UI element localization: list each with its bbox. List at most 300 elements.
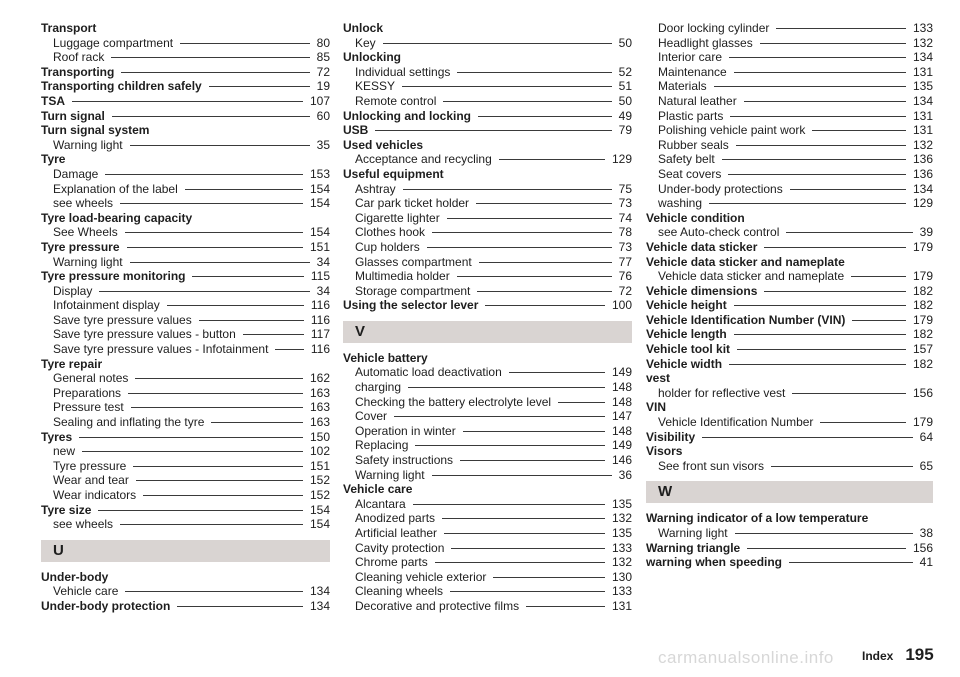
index-subentry (343, 526, 632, 541)
entry-page-number: 154 (309, 181, 330, 196)
index-subentry (646, 269, 933, 284)
index-subentry (343, 424, 632, 439)
index-subentry (41, 517, 330, 532)
entry-term: Artificial leather (355, 526, 438, 540)
leader-line (211, 422, 303, 423)
leader-line (734, 334, 906, 335)
entry-term: Transporting children safely (41, 79, 202, 94)
index-subentry (41, 327, 330, 342)
index-subentry (41, 167, 330, 182)
entry-term: Used vehicles (343, 137, 424, 152)
leader-line (764, 247, 906, 248)
leader-line (499, 159, 605, 160)
leader-line (383, 43, 612, 44)
leader-line (130, 262, 310, 263)
entry-page-number: 79 (618, 123, 632, 138)
index-entry (646, 313, 933, 328)
leader-line (167, 305, 304, 306)
entry-term: Storage compartment (355, 283, 471, 298)
leader-line (493, 577, 605, 578)
index-subentry (646, 79, 933, 94)
leader-line (402, 86, 612, 87)
entry-page-number: 41 (919, 555, 933, 570)
index-subentry (646, 152, 933, 167)
entry-term: Infotainment display (53, 298, 160, 313)
entry-page-number: 74 (618, 210, 632, 225)
entry-term: Vehicle Identification Number (658, 415, 814, 430)
entry-page-number: 131 (912, 64, 933, 79)
leader-line (526, 606, 605, 607)
leader-line (479, 262, 612, 263)
index-subentry (343, 284, 632, 299)
entry-term: Rubber seals (658, 137, 729, 152)
entry-page-number: 156 (912, 385, 933, 400)
entry-page-number: 117 (310, 327, 330, 342)
leader-line (463, 431, 605, 432)
entry-term: Vehicle dimensions (646, 283, 758, 298)
index-subentry (41, 386, 330, 401)
entry-page-number: 135 (912, 79, 933, 94)
index-subentry (646, 109, 933, 124)
entry-page-number: 49 (618, 108, 632, 123)
index-subentry (343, 196, 632, 211)
index-subentry (41, 36, 330, 51)
index-entry (41, 240, 330, 255)
index-subentry (41, 284, 330, 299)
entry-page-number: 34 (316, 254, 330, 269)
entry-page-number: 152 (309, 473, 330, 488)
entry-page-number: 73 (618, 239, 632, 254)
leader-line (450, 591, 605, 592)
entry-page-number: 50 (618, 93, 632, 108)
index-entry (41, 79, 330, 94)
entry-term: Using the selector lever (343, 298, 479, 313)
entry-term: Clothes hook (355, 225, 426, 240)
entry-page-number: 163 (309, 415, 330, 430)
leader-line (125, 232, 303, 233)
entry-term: General notes (53, 371, 129, 386)
entry-page-number: 51 (618, 79, 632, 94)
leader-line (476, 203, 612, 204)
index-subentry (343, 225, 632, 240)
entry-term: Unlock (343, 21, 384, 35)
entry-page-number: 77 (618, 254, 632, 269)
entry-term: Unlocking and locking (343, 108, 472, 123)
leader-line (820, 422, 906, 423)
entry-page-number: 52 (618, 64, 632, 79)
index-entry (41, 211, 330, 226)
index-subentry (343, 555, 632, 570)
entry-term: holder for reflective vest (658, 385, 786, 400)
entry-term: Cigarette lighter (355, 210, 440, 225)
index-entry (41, 570, 330, 585)
entry-page-number: 131 (912, 108, 933, 123)
entry-term: Warning light (53, 137, 123, 152)
entry-term: Visors (646, 444, 683, 459)
entry-term: Transport (41, 21, 97, 35)
entry-page-number: 131 (912, 123, 933, 138)
leader-line (790, 189, 906, 190)
leader-line (702, 437, 913, 438)
leader-line (734, 72, 906, 73)
leader-line (442, 518, 605, 519)
leader-line (82, 451, 303, 452)
entry-page-number: 78 (618, 225, 632, 240)
leader-line (786, 232, 912, 233)
entry-term: Vehicle Identification Number (VIN) (646, 312, 846, 327)
entry-page-number: 116 (310, 342, 330, 357)
leader-line (199, 320, 304, 321)
index-subentry (343, 365, 632, 380)
leader-line (432, 475, 612, 476)
entry-term: Safety instructions (355, 453, 454, 468)
index-subentry (646, 167, 933, 182)
index-entry (41, 21, 330, 36)
index-column-1 (41, 21, 330, 614)
entry-term: charging (355, 380, 402, 395)
entry-term: Natural leather (658, 93, 737, 108)
index-entry (41, 357, 330, 372)
index-entry (41, 503, 330, 518)
entry-page-number: 131 (611, 598, 632, 613)
entry-page-number: 148 (611, 394, 632, 409)
entry-term: KESSY (355, 79, 396, 94)
entry-term: Warning light (658, 526, 728, 540)
entry-term: Tyre pressure monitoring (41, 269, 186, 284)
index-subentry (41, 444, 330, 459)
entry-term: Useful equipment (343, 166, 444, 181)
leader-line (136, 480, 303, 481)
index-entry (646, 444, 933, 459)
entry-term: Plastic parts (658, 108, 724, 123)
entry-term: Damage (53, 166, 99, 181)
index-entry (41, 269, 330, 284)
entry-page-number: 129 (912, 196, 933, 211)
leader-line (125, 591, 303, 592)
entry-term: Transporting (41, 64, 115, 79)
index-subentry (41, 459, 330, 474)
entry-page-number: 132 (611, 555, 632, 570)
index-entry (41, 123, 330, 138)
index-subentry (343, 36, 632, 51)
entry-page-number: 130 (611, 569, 632, 584)
entry-term: Visibility (646, 429, 696, 444)
entry-page-number: 136 (912, 166, 933, 181)
leader-line (375, 130, 611, 131)
entry-page-number: 162 (309, 371, 330, 386)
leader-line (812, 130, 906, 131)
entry-term: Door locking cylinder (658, 21, 770, 35)
entry-page-number: 182 (912, 327, 933, 342)
entry-term: Vehicle condition (646, 210, 745, 225)
leader-line (747, 548, 906, 549)
index-subentry (41, 488, 330, 503)
entry-term: vest (646, 371, 671, 386)
entry-term: Tyre load-bearing capacity (41, 210, 193, 225)
index-subentry (41, 371, 330, 386)
entry-page-number: 107 (309, 93, 330, 108)
entry-page-number: 132 (912, 137, 933, 152)
leader-line (760, 43, 906, 44)
entry-page-number: 153 (309, 166, 330, 181)
entry-term: Vehicle battery (343, 350, 428, 365)
entry-term: VIN (646, 400, 667, 415)
index-entry (646, 255, 933, 270)
entry-term: Preparations (53, 385, 122, 400)
index-entry (646, 284, 933, 299)
index-entry (646, 430, 933, 445)
leader-line (709, 203, 906, 204)
entry-term: Maintenance (658, 64, 727, 79)
entry-page-number: 182 (912, 356, 933, 371)
leader-line (789, 562, 913, 563)
entry-term: new (53, 444, 76, 459)
entry-term: Pressure test (53, 400, 124, 415)
index-subentry (343, 380, 632, 395)
index-subentry (343, 468, 632, 483)
entry-term: Under-body (41, 569, 109, 584)
leader-line (135, 378, 303, 379)
entry-term: Car park ticket holder (355, 196, 470, 211)
entry-term: Vehicle data sticker and nameplate (646, 254, 845, 269)
leader-line (714, 86, 906, 87)
leader-line (98, 510, 302, 511)
entry-page-number: 147 (611, 409, 632, 424)
entry-term: Tyre repair (41, 356, 103, 371)
index-subentry (646, 94, 933, 109)
index-subentry (343, 79, 632, 94)
leader-line (735, 533, 913, 534)
entry-term: Key (355, 35, 376, 50)
index-subentry (343, 570, 632, 585)
entry-term: Vehicle care (53, 584, 119, 599)
index-entry (343, 482, 632, 497)
entry-page-number: 80 (316, 35, 330, 50)
entry-term: Vehicle height (646, 298, 727, 313)
entry-term: Anodized parts (355, 511, 436, 526)
index-entry (646, 541, 933, 556)
leader-line (127, 247, 303, 248)
entry-page-number: 134 (912, 181, 933, 196)
index-entry (646, 555, 933, 570)
index-entry (41, 109, 330, 124)
entry-page-number: 129 (611, 152, 632, 167)
leader-line (477, 291, 611, 292)
index-entry (343, 21, 632, 36)
leader-line (128, 393, 303, 394)
entry-term: Interior care (658, 50, 723, 65)
leader-line (435, 562, 605, 563)
entry-page-number: 135 (611, 496, 632, 511)
index-entry (646, 400, 933, 415)
entry-term: Wear and tear (53, 473, 129, 488)
index-subentry (343, 409, 632, 424)
entry-page-number: 60 (316, 108, 330, 123)
index-subentry (343, 65, 632, 80)
entry-term: TSA (41, 93, 65, 108)
entry-page-number: 100 (611, 298, 632, 313)
entry-page-number: 150 (309, 429, 330, 444)
entry-term: Under-body protection (41, 598, 171, 613)
leader-line (408, 387, 605, 388)
entry-page-number: 36 (618, 467, 632, 482)
leader-line (509, 372, 605, 373)
index-subentry (646, 21, 933, 36)
index-subentry (41, 182, 330, 197)
entry-term: Alcantara (355, 496, 406, 511)
entry-page-number: 75 (618, 181, 632, 196)
entry-page-number: 149 (611, 438, 632, 453)
entry-page-number: 116 (310, 298, 330, 313)
entry-term: Warning triangle (646, 540, 741, 555)
entry-page-number: 152 (309, 488, 330, 502)
index-subentry (343, 255, 632, 270)
leader-line (112, 116, 310, 117)
entry-term: Polishing vehicle paint work (658, 123, 806, 138)
leader-line (121, 72, 309, 73)
entry-page-number: 146 (611, 453, 632, 468)
index-entry (41, 94, 330, 109)
leader-line (130, 145, 310, 146)
entry-term: Vehicle data sticker (646, 239, 758, 254)
entry-page-number: 163 (309, 400, 330, 415)
index-subentry (646, 36, 933, 51)
leader-line (734, 305, 906, 306)
entry-term: Warning light (355, 467, 425, 482)
index-subentry (343, 453, 632, 468)
index-subentry (343, 182, 632, 197)
leader-line (792, 393, 906, 394)
entry-page-number: 179 (912, 415, 933, 430)
index-subentry (343, 269, 632, 284)
leader-line (180, 43, 310, 44)
entry-page-number: 182 (912, 283, 933, 298)
entry-page-number: 148 (611, 423, 632, 438)
leader-line (478, 116, 612, 117)
index-subentry (646, 182, 933, 197)
index-subentry (343, 541, 632, 556)
index-subentry (41, 225, 330, 240)
entry-term: Cleaning vehicle exterior (355, 569, 487, 584)
leader-line (460, 460, 605, 461)
page-footer (862, 645, 934, 665)
index-subentry (41, 473, 330, 488)
leader-line (851, 276, 906, 277)
entry-term: Checking the battery electrolyte level (355, 394, 552, 409)
entry-term: Under-body protections (658, 181, 783, 196)
index-subentry (343, 511, 632, 526)
entry-term: Display (53, 283, 93, 298)
entry-term: Sealing and inflating the tyre (53, 415, 205, 430)
leader-line (192, 276, 303, 277)
index-entry (646, 240, 933, 255)
entry-page-number: 85 (316, 50, 330, 65)
entry-term: Cleaning wheels (355, 584, 444, 599)
index-subentry (646, 123, 933, 138)
entry-page-number: 134 (309, 598, 330, 613)
entry-term: Save tyre pressure values (53, 312, 192, 327)
entry-term: Warning indicator of a low temperature (646, 511, 869, 526)
entry-term: Vehicle care (343, 482, 413, 497)
entry-page-number: 65 (919, 458, 933, 473)
index-subentry (41, 415, 330, 430)
entry-term: Vehicle width (646, 356, 723, 371)
leader-line (131, 407, 303, 408)
index-subentry (343, 94, 632, 109)
leader-line (79, 437, 303, 438)
index-entry (343, 50, 632, 65)
entry-term: Warning light (53, 254, 123, 269)
entry-term: Multimedia holder (355, 269, 450, 284)
index-subentry (646, 138, 933, 153)
entry-page-number: 38 (919, 526, 933, 540)
entry-page-number: 102 (309, 444, 330, 459)
entry-term: See Wheels (53, 225, 118, 240)
index-subentry (41, 342, 330, 357)
entry-page-number: 154 (309, 517, 330, 532)
entry-term: Cup holders (355, 239, 420, 254)
index-subentry (646, 526, 933, 541)
leader-line (427, 247, 612, 248)
entry-page-number: 163 (309, 385, 330, 400)
entry-term: Vehicle length (646, 327, 727, 342)
index-entry (343, 298, 632, 313)
index-subentry (646, 415, 933, 430)
entry-term: Automatic load deactivation (355, 365, 502, 380)
leader-line (737, 349, 906, 350)
leader-line (177, 606, 303, 607)
index-subentry (41, 298, 330, 313)
index-subentry (41, 255, 330, 270)
entry-term: Roof rack (53, 50, 105, 65)
index-subentry (343, 395, 632, 410)
entry-page-number: 154 (309, 196, 330, 211)
entry-page-number: 134 (912, 93, 933, 108)
index-subentry (41, 138, 330, 153)
leader-line (443, 101, 611, 102)
entry-term: Ashtray (355, 181, 396, 196)
entry-page-number: 154 (309, 225, 330, 240)
entry-page-number: 133 (611, 584, 632, 599)
entry-term: Remote control (355, 93, 437, 108)
entry-page-number: 34 (316, 283, 330, 298)
entry-page-number: 50 (618, 35, 632, 50)
leader-line (457, 276, 612, 277)
entry-term: Wear indicators (53, 488, 137, 502)
index-subentry (646, 459, 933, 474)
entry-term: Vehicle tool kit (646, 342, 731, 357)
entry-term: Cover (355, 409, 388, 424)
index-subentry (646, 65, 933, 80)
leader-line (736, 145, 906, 146)
entry-term: Luggage compartment (53, 35, 174, 50)
entry-term: Save tyre pressure values - button (53, 327, 236, 342)
entry-page-number: 151 (309, 239, 330, 254)
index-subentry (41, 584, 330, 599)
index-subentry (41, 196, 330, 211)
leader-line (413, 504, 605, 505)
watermark: carmanualsonline.info (658, 648, 834, 667)
leader-line (72, 101, 303, 102)
entry-term: Glasses compartment (355, 254, 472, 269)
entry-term: Turn signal (41, 108, 105, 123)
entry-page-number: 179 (912, 312, 933, 327)
entry-term: washing (658, 196, 703, 211)
index-subentry (343, 438, 632, 453)
leader-line (444, 533, 605, 534)
entry-term: Tyres (41, 429, 73, 444)
leader-line (558, 402, 605, 403)
